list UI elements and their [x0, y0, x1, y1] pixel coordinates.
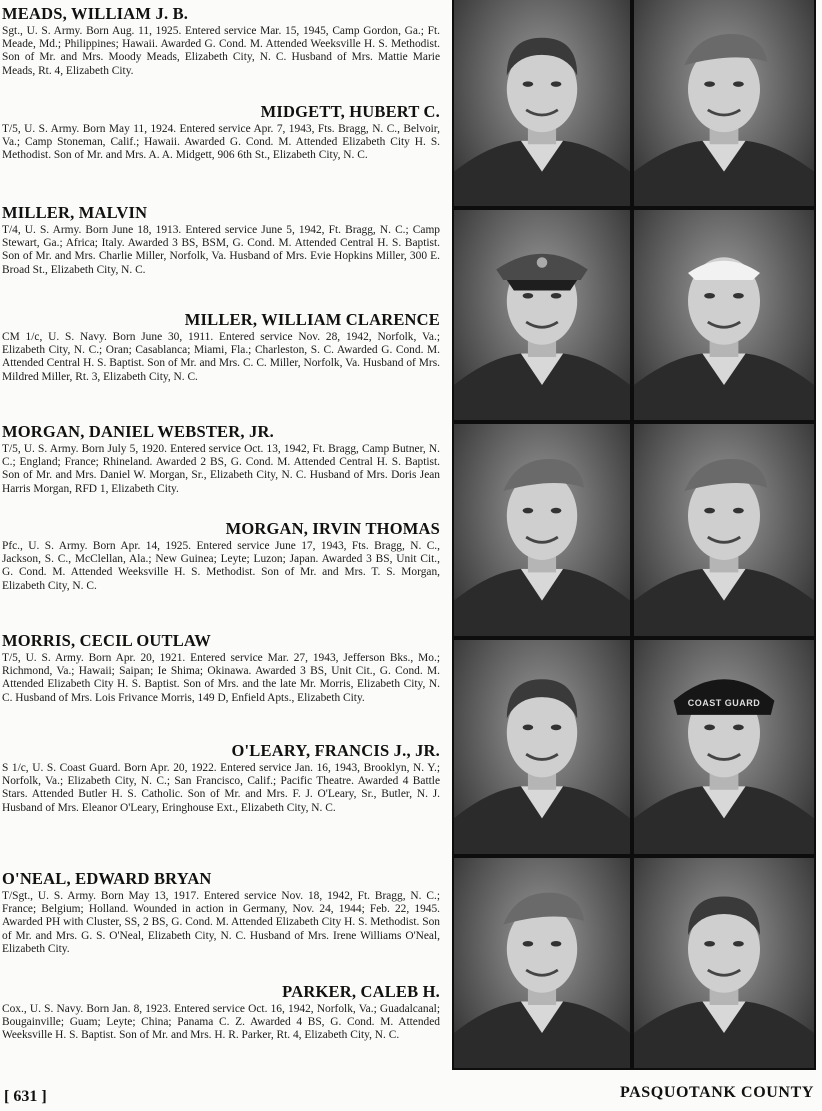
entry-morris [2, 631, 440, 705]
entry-name: MORGAN, DANIEL WEBSTER, JR. [2, 422, 274, 441]
cap-band-text: COAST GUARD [687, 698, 761, 708]
portrait-photo [454, 0, 630, 206]
entry-name: MORRIS, CECIL OUTLAW [2, 631, 211, 650]
portrait-photo [634, 210, 814, 420]
page-number: [ 631 ] [4, 1088, 47, 1105]
entry-bio: Pfc., U. S. Army. Born Apr. 14, 1925. Entered service June 17, 1943, Fts. Bragg, N. C., Jackson, S. C., McClellan, Ala.; New Guinea; Leyte; Luzon; Japan. Awarded 3 BS, Unit Cit., G. Cond. M. Attended Weeksville H. S. Methodist. Son of Mr. and Mrs. T. S. Morgan, Elizabeth City, N. C. [2, 540, 440, 592]
portrait-photo [454, 210, 630, 420]
county-name: PASQUOTANK COUNTY [619, 1084, 814, 1101]
entry-name: MILLER, MALVIN [2, 203, 148, 222]
portrait-photo [634, 424, 814, 636]
portrait-photo [454, 424, 630, 636]
entry-parker [2, 982, 440, 1043]
entry-bio: CM 1/c, U. S. Navy. Born June 30, 1911. Entered service Nov. 28, 1942, Norfolk, Va.; Elizabeth City, N. C.; Oran; Casablanca; Miami, Fla.; Charleston, S. C. Awarded G. Cond. M. Attended Central H. S. Baptist. Son of Mr. and Mrs. C. C. Miller, Norfolk, Va. Husband of Mrs. Mildred Miller, Rt. 3, Elizabeth City, N. C. [2, 331, 440, 383]
entry-miller-malvin [2, 203, 440, 277]
entry-bio: T/5, U. S. Army. Born July 5, 1920. Entered service Oct. 13, 1942, Ft. Bragg, Camp Butner, N. C.; England; France; Rhineland. Awarded 2 BS, G. Cond. M. Attended Central H. S. Baptist. Son of Mr. and Mrs. Daniel W. Morgan, Sr., Elizabeth City, N. C. Husband of Mrs. Doris Jean Harris Morgan, RFD 1, Elizabeth City. [2, 443, 440, 495]
entry-bio: T/5, U. S. Army. Born Apr. 20, 1921. Entered service Mar. 27, 1943, Jefferson Bks., Mo.; Richmond, Va.; Hawaii; Saipan; Ie Shima; Okinawa. Awarded 3 BS, Unit Cit., G. Cond. M. Attended Elizabeth City H. S. Baptist. Son of Mrs. and the late Mr. Morris, Elizabeth City, N. C. Husband of Mrs. Lois Frivance Morris, 149 D, Enfield Apts., Elizabeth City. [2, 652, 440, 704]
entry-bio: Cox., U. S. Navy. Born Jan. 8, 1923. Entered service Oct. 16, 1942, Norfolk, Va.; Guadalcanal; Bougainville; Guam; Leyte; China; Panama C. Z. Awarded 4 BS, G. Cond. M. Attended Weeksville H. S. Baptist. Son of Mr. and Mrs. H. R. Parker, Rt. 4, Elizabeth City, N. C. [2, 1003, 440, 1042]
page-footer [0, 1084, 822, 1108]
entry-midgett [2, 102, 440, 163]
entry-bio: T/4, U. S. Army. Born June 18, 1913. Entered service June 5, 1942, Ft. Bragg, N. C.; Camp Stewart, Ga.; Africa; Italy. Awarded 3 BS, BSM, G. Cond. M. Attended Central H. S. Baptist. Son of Mr. and Mrs. Charlie Miller, Norfolk, Va. Husband of Mrs. Evie Hopkins Miller, 300 E. Broad St., Elizabeth City, N. C. [2, 224, 440, 276]
entry-bio: Sgt., U. S. Army. Born Aug. 11, 1925. Entered service Mar. 15, 1945, Camp Gordon, Ga.; Ft. Meade, Md.; Philippines; Hawaii. Awarded G. Cond. M. Attended Weeksville H. S. Methodist. Son of Mr. and Mrs. Moody Meads, Elizabeth City, N. C. Husband of Mrs. Mattie Marie Meads, Rt. 4, Elizabeth City. [2, 25, 440, 77]
entry-miller-william [2, 310, 440, 384]
entry-name: MIDGETT, HUBERT C. [260, 102, 440, 121]
portrait-photo [634, 858, 814, 1068]
portrait-photo [454, 858, 630, 1068]
entry-bio: T/5, U. S. Army. Born May 11, 1924. Entered service Apr. 7, 1943, Fts. Bragg, N. C., Belvoir, Va.; Camp Stoneman, Calif.; Hawaii. Awarded G. Cond. M. Attended Elizabeth City H. S. Methodist. Son of Mr. and Mrs. A. A. Midgett, 906 6th St., Elizabeth City, N. C. [2, 123, 440, 162]
entry-name: O'NEAL, EDWARD BRYAN [2, 869, 212, 888]
portrait-photo [634, 0, 814, 206]
entry-morgan-irvin [2, 519, 440, 593]
entry-bio: T/Sgt., U. S. Army. Born May 13, 1917. Entered service Nov. 18, 1942, Ft. Bragg, N. C.; France; Belgium; Holland. Wounded in action in Germany, Nov. 24, 1944; Feb. 22, 1945. Awarded PH with Cluster, SS, 2 BS, G. Cond. M. Attended Elizabeth City H. S. Methodist. Son of Mr. and Mrs. G. S. O'Neal, Elizabeth City, N. C. Husband of Mrs. Irene Williams O'Neal, Elizabeth City. [2, 890, 440, 955]
entry-morgan-daniel [2, 422, 440, 496]
portrait-photo [634, 640, 814, 854]
entry-name: PARKER, CALEB H. [282, 982, 440, 1001]
text-column [2, 0, 444, 1070]
entry-name: MILLER, WILLIAM CLARENCE [184, 310, 440, 329]
entry-oneal [2, 869, 440, 956]
portrait-photo [454, 640, 630, 854]
photo-column [452, 0, 816, 1070]
entry-bio: S 1/c, U. S. Coast Guard. Born Apr. 20, 1922. Entered service Jan. 16, 1943, Brooklyn, N. Y.; Norfolk, Va.; Elizabeth City, N. C.; San Francisco, Calif.; Pacific Theatre. Awarded 4 Battle Stars. Attended Butler H. S. Catholic. Son of Mr. and Mrs. F. J. O'Leary, Sr., Butler, N. J. Husband of Mrs. Eleanor O'Leary, Eringhouse Ext., Elizabeth City, N. C. [2, 762, 440, 814]
entry-meads [2, 4, 440, 78]
entry-name: MORGAN, IRVIN THOMAS [225, 519, 440, 538]
entry-name: O'LEARY, FRANCIS J., JR. [231, 741, 440, 760]
entry-name: MEADS, WILLIAM J. B. [2, 4, 189, 23]
entry-oleary [2, 741, 440, 815]
